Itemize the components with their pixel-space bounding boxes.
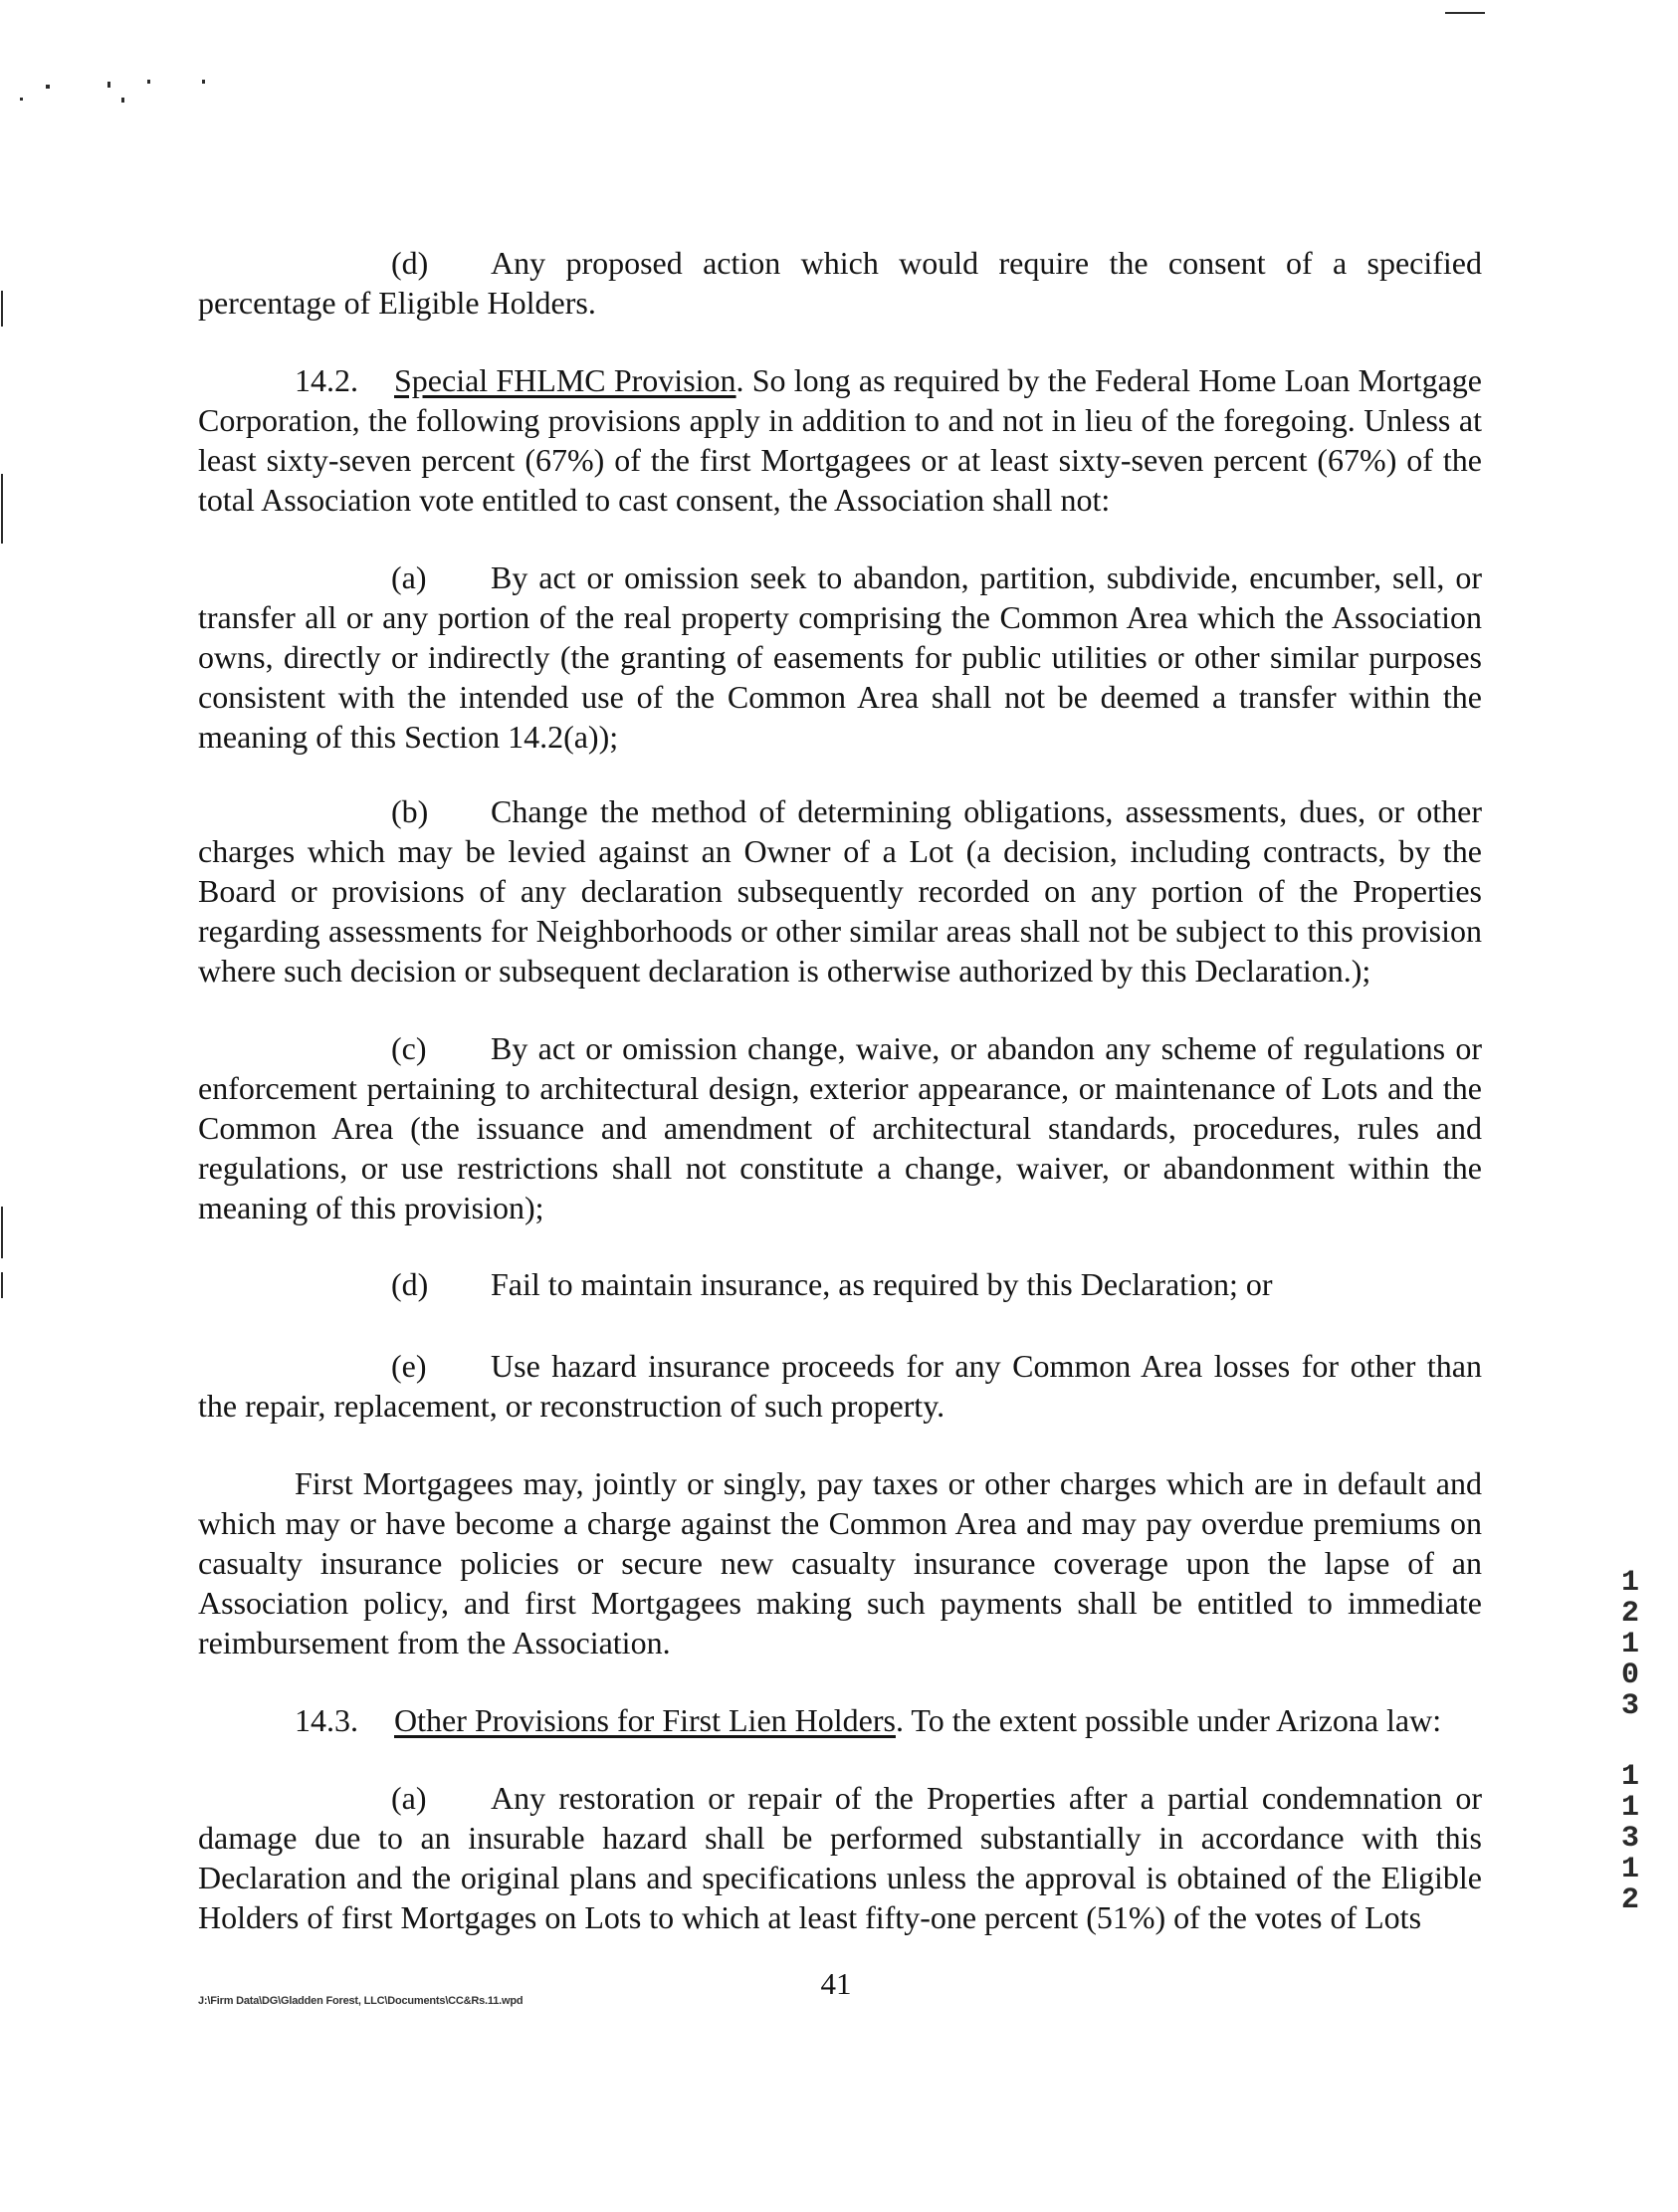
scan-artifact-left-3 [1, 1207, 3, 1258]
stamp-digit: 1 [1620, 1566, 1639, 1600]
section-number: 14.2. [295, 362, 358, 398]
stamp-digit: 2 [1620, 1883, 1639, 1917]
section-heading: Other Provisions for First Lien Holders [394, 1702, 896, 1738]
section-number: 14.3. [295, 1702, 358, 1738]
recording-stamp [1610, 1568, 1650, 1916]
stamp-digit: 0 [1620, 1659, 1639, 1692]
item-text: Any proposed action which would require the consent of a specified percentage of Eligible Holders. [198, 245, 1482, 321]
item-14-2-b [198, 791, 1482, 991]
item-marker: (a) [391, 1780, 427, 1816]
scan-artifact-dot-5 [202, 80, 205, 84]
scan-artifact-dot-4 [121, 98, 124, 103]
scan-artifact-left-1 [1, 291, 3, 327]
scan-artifact-left-4 [1, 1272, 3, 1298]
stamp-digit: 2 [1620, 1597, 1639, 1631]
section-heading: Special FHLMC Provision [394, 362, 736, 398]
item-text: By act or omission change, waive, or abandon any scheme of regulations or enforcement pertaining to architectural design, exterior appearance, or maintenance of Lots and the Common Area (the issuance and amendment of architectural standards, procedures, rules and regulations, or use restrictions shall not constitute a change, waiver, or abandonment within the meaning of this provision); [198, 1030, 1482, 1225]
stamp-digit: 1 [1620, 1760, 1639, 1794]
stamp-digit: 1 [1620, 1853, 1639, 1886]
item-text: By act or omission seek to abandon, partition, subdivide, encumber, sell, or transfer all or any portion of the real property comprising the Common Area which the Association owns, directly or indirectly (the granting of easements for public utilities or other similar purposes consistent with the intended use of the Common Area shall not be deemed a transfer within the meaning of this Section 14.2(a)); [198, 559, 1482, 755]
section-intro-text: . So long as required by the Federal Home Loan Mortgage Corporation, the following provisions apply in addition to and not in lieu of the foregoing. Unless at least sixty-seven percent (67%) of the first Mortgagees or at least sixty-seven percent (67%) of the total Association vote entitled to cast consent, the Association shall not: [198, 362, 1483, 518]
scan-artifact-dot-2 [107, 82, 110, 88]
page-number: 41 [820, 1966, 852, 2001]
scan-artifact-dot-3 [147, 80, 150, 84]
stamp-digit: 1 [1620, 1628, 1639, 1661]
scan-artifact-dot-1 [46, 85, 50, 89]
stamp-digit: 1 [1620, 1791, 1639, 1825]
item-text: Fail to maintain insurance, as required by this Declaration; or [491, 1266, 1273, 1302]
item-text: Use hazard insurance proceeds for any Common Area losses for other than the repair, replacement, or reconstruction of such property. [198, 1348, 1482, 1424]
stamp-digit: 3 [1620, 1822, 1639, 1856]
item-14-3-a [198, 1778, 1482, 1937]
item-marker: (d) [391, 245, 429, 281]
section-14-2-intro [198, 360, 1482, 520]
closing-text: First Mortgagees may, jointly or singly, pay taxes or other charges which are in default and which may or have become a charge against the Common Area and may pay overdue premiums on casualty insurance policies or secure new casualty insurance coverage upon the lapse of an Association policy, and first Mortgagees making such payments shall be entitled to immediate reimbursement from the Association. [198, 1465, 1482, 1660]
section-14-3-intro [198, 1700, 1482, 1740]
item-d-eligible-holders [198, 243, 1482, 323]
item-14-2-e [198, 1346, 1482, 1426]
item-marker: (b) [391, 793, 429, 829]
footer-file-path: J:\Firm Data\DG\Gladden Forest, LLC\Documents\CC&Rs.11.wpd [198, 1995, 524, 2007]
item-marker: (c) [391, 1030, 427, 1066]
section-14-2-closing [198, 1463, 1482, 1662]
item-14-2-a [198, 557, 1482, 757]
scan-artifact-top-right [1445, 12, 1485, 14]
item-marker: (e) [391, 1348, 427, 1384]
stamp-digit: 3 [1620, 1689, 1639, 1723]
item-marker: (d) [391, 1266, 429, 1302]
item-marker: (a) [391, 559, 427, 595]
scan-artifact-dot-6 [20, 98, 23, 101]
section-intro-text: . To the extent possible under Arizona law: [895, 1702, 1442, 1738]
scan-artifact-left-2 [1, 474, 3, 544]
item-14-2-d [198, 1264, 1482, 1304]
item-14-2-c [198, 1028, 1482, 1227]
item-text: Change the method of determining obligations, assessments, dues, or other charges which may be levied against an Owner of a Lot (a decision, including contracts, by the Board or provisions of any declaration subsequently recorded on any portion of the Properties regarding assessments for Neighborhoods or other similar areas shall not be subject to this provision where such decision or subsequent declaration is otherwise authorized by this Declaration.); [198, 793, 1482, 989]
item-text: Any restoration or repair of the Properties after a partial condemnation or damage due to an insurable hazard shall be performed substantially in accordance with this Declaration and the original plans and specifications unless the approval is obtained of the Eligible Holders of first Mortgages on Lots to which at least fifty-one percent (51%) of the votes of Lots [198, 1780, 1482, 1935]
